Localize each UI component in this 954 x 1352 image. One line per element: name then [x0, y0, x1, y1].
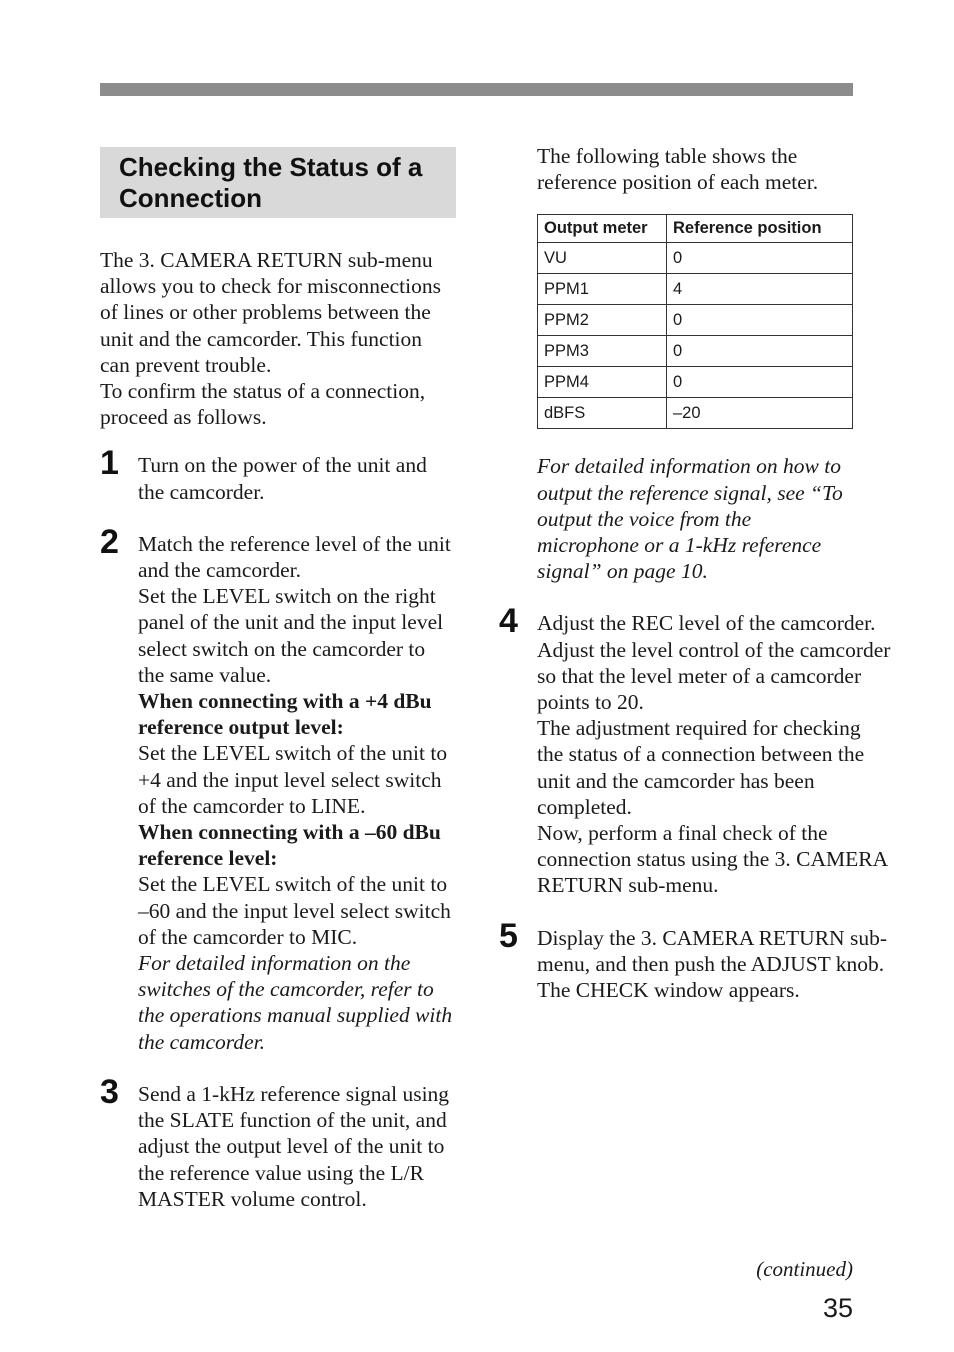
column-header: Output meter	[538, 215, 667, 243]
step-text: Set the LEVEL switch of the unit to +4 and the input level select switch of the camcorder to LINE.	[138, 741, 448, 818]
intro-paragraph: To confirm the status of a connection, proceed as follows.	[100, 379, 426, 430]
step-text: Set the LEVEL switch of the unit to –60 and the input level select switch of the camcorder to MIC.	[138, 872, 451, 949]
section-heading: Checking the Status of a Connection	[100, 147, 456, 218]
table-cell: VU	[538, 243, 667, 274]
right-column	[499, 143, 891, 1003]
table-cell: 0	[667, 305, 853, 336]
step-text: The CHECK window appears.	[537, 978, 800, 1003]
table-cell: PPM3	[538, 336, 667, 367]
step-number: 1	[100, 444, 119, 483]
step-text: Now, perform a final check of the connection status using the 3. CAMERA RETURN sub-menu.	[537, 821, 887, 898]
table-note: For detailed information on how to output the reference signal, see “To output the voice from the microphone or a 1-kHz reference signal” on page 10.	[537, 454, 843, 584]
step-text: Adjust the REC level of the camcorder.	[537, 611, 876, 636]
intro-paragraph: The 3. CAMERA RETURN sub-menu allows you to check for misconnections of lines or other problems between the unit and the camcorder. This function can prevent trouble.	[100, 248, 441, 377]
table-row	[538, 398, 853, 429]
subheading: When connecting with a –60 dBu reference level:	[138, 820, 441, 871]
table-row	[538, 367, 853, 398]
step-text: Send a 1-kHz reference signal using the SLATE function of the unit, and adjust the output level of the unit to the reference value using the L/R MASTER volume control.	[138, 1081, 450, 1211]
table-cell: PPM1	[538, 274, 667, 305]
table-cell: 0	[667, 336, 853, 367]
column-header: Reference position	[667, 215, 853, 243]
table-cell: 4	[667, 274, 853, 305]
step-number: 5	[499, 916, 518, 955]
left-column	[100, 147, 456, 1212]
step-number: 2	[100, 522, 119, 561]
step-4	[499, 602, 891, 898]
table-intro: The following table shows the reference position of each meter.	[537, 144, 819, 195]
step-1	[100, 444, 456, 504]
table-cell: –20	[667, 398, 853, 429]
table-cell: dBFS	[538, 398, 667, 429]
step-note: For detailed information on the switches of the camcorder, refer to the operations manual supplied with the camcorder.	[138, 951, 453, 1054]
step-text: The adjustment required for checking the status of a connection between the unit and the camcorder has been completed.	[537, 716, 865, 819]
table-cell: 0	[667, 367, 853, 398]
step-number: 4	[499, 602, 518, 641]
step-text: Set the LEVEL switch on the right panel of the unit and the input level select switch on the camcorder to the same value.	[138, 584, 444, 687]
table-row	[538, 274, 853, 305]
intro	[100, 247, 456, 430]
step-5	[499, 916, 891, 1004]
table-cell: 0	[667, 243, 853, 274]
step-2	[100, 522, 456, 1055]
table-header-row	[538, 215, 853, 243]
step-text: Adjust the level control of the camcorder so that the level meter of a camcorder points to 20.	[537, 637, 891, 715]
step-3	[100, 1072, 456, 1212]
table-row	[538, 305, 853, 336]
step-number: 3	[100, 1072, 119, 1111]
page-number: 35	[822, 1293, 853, 1323]
table-cell: PPM2	[538, 305, 667, 336]
step-text: Turn on the power of the unit and the camcorder.	[138, 453, 427, 504]
table-row	[538, 336, 853, 367]
table-cell: PPM4	[538, 367, 667, 398]
continued-note: (continued)	[756, 1257, 853, 1281]
header-rule	[100, 83, 853, 96]
step-text: Display the 3. CAMERA RETURN sub-menu, and then push the ADJUST knob.	[537, 925, 887, 976]
table-row	[538, 243, 853, 274]
step-text: Match the reference level of the unit and the camcorder.	[138, 531, 451, 583]
subheading: When connecting with a +4 dBu reference output level:	[138, 689, 432, 740]
reference-table	[537, 214, 853, 429]
